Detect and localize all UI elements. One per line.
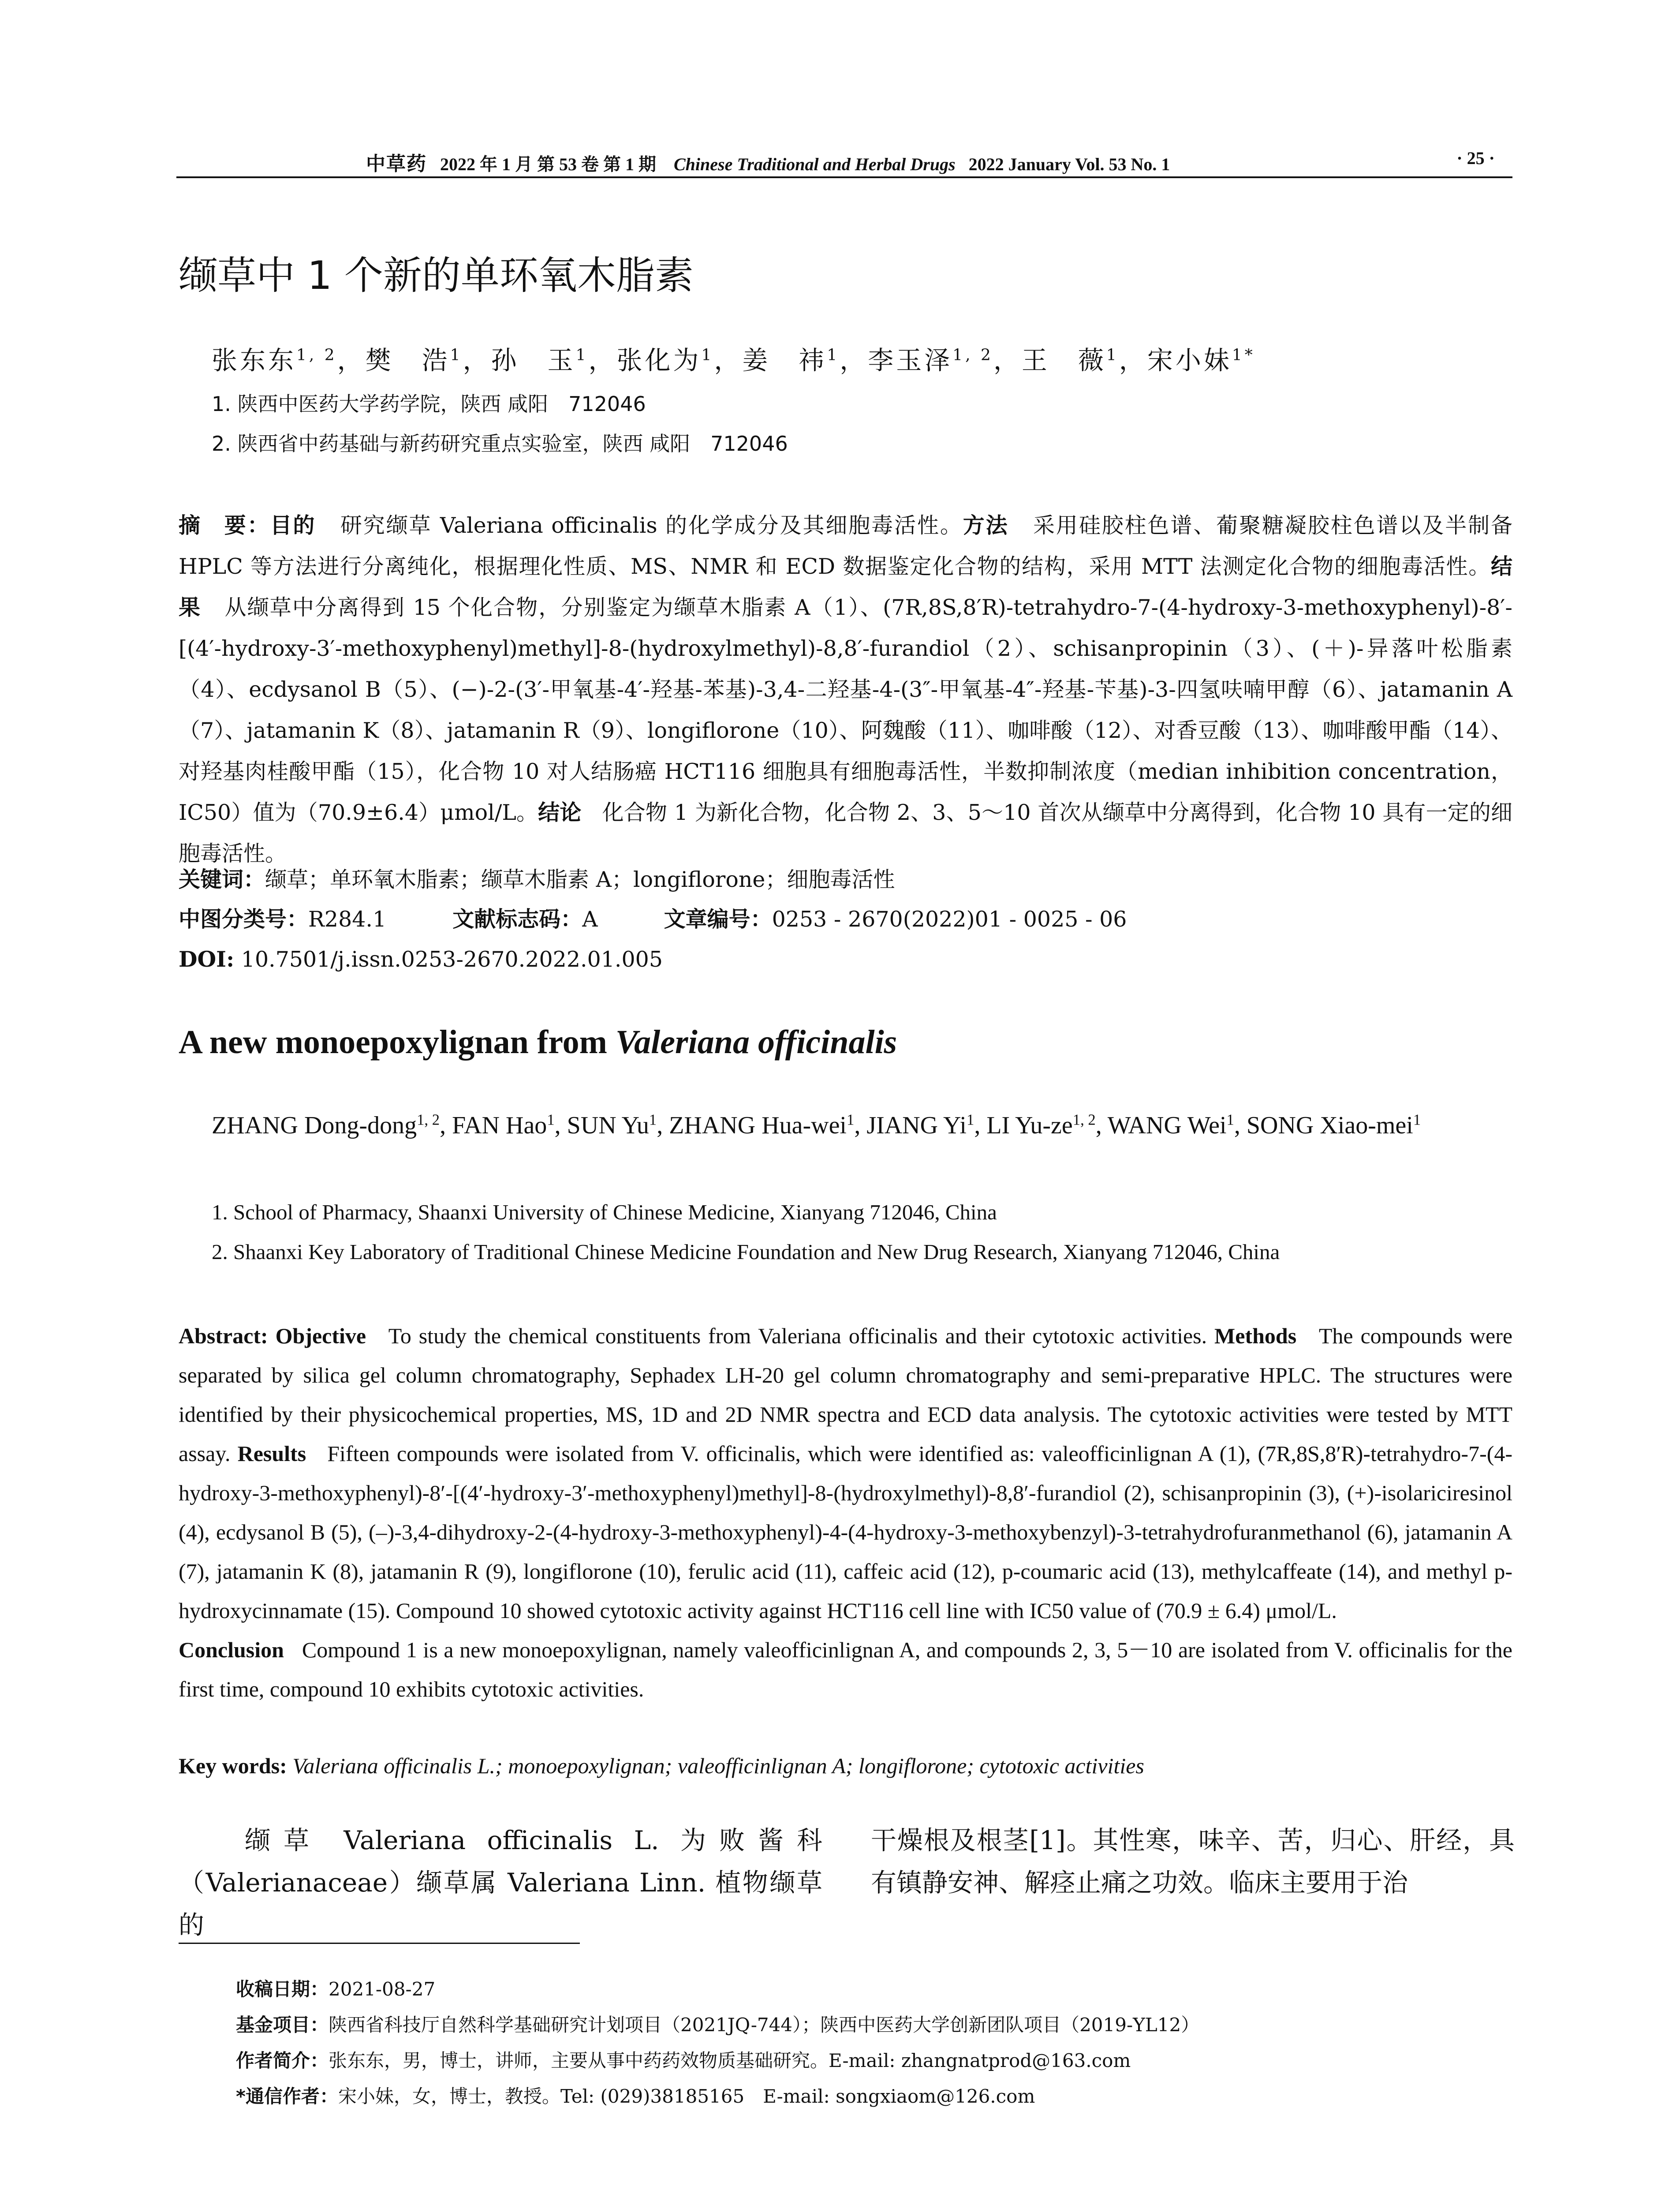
received-label: 收稿日期： [236, 1978, 329, 2000]
doi-line [179, 939, 1512, 979]
body-left-text: 缬草 Valeriana officinalis L. 为败酱科（Valerianaceae）缬草属 Valeriana Linn. 植物缬草的 [179, 1825, 822, 1940]
cn-author: 孙 玉 [491, 345, 576, 375]
body-column-right [871, 1819, 1515, 1904]
fund-label: 基金项目： [236, 2014, 329, 2036]
footnote-fund [236, 2007, 1515, 2043]
en-keywords-line [179, 1753, 1512, 1779]
cn-clc-label: 中图分类号： [179, 907, 309, 932]
cn-author: 李玉泽 [868, 345, 953, 375]
en-author-list: ZHANG Dong-dong$^{1, 2}$, FAN Hao$^1$, SUN Yu$^1$, ZHANG Hua-wei$^1$, JIANG Yi$^1$, LI Yu-ze$^{1, 2}$, WANG Wei$^1$, SONG Xiao-mei$^1$ [212, 1111, 1421, 1139]
cn-affiliation-2: 2. 陕西省中药基础与新药研究重点实验室，陕西 咸阳 712046 [212, 432, 788, 456]
cn-clc: R284.1 [308, 907, 387, 932]
journal-logo: 中草药 [366, 153, 427, 175]
cn-abstract-label: 摘 要： [179, 513, 270, 538]
cn-keywords-line [179, 860, 1512, 900]
footnote-corresponding [236, 2078, 1515, 2114]
en-author: ZHANG Dong-dong [212, 1112, 417, 1139]
en-abstract [179, 1316, 1512, 1709]
en-affiliation-1: 1. School of Pharmacy, Shaanxi University of Chinese Medicine, Xianyang 712046, China [212, 1200, 997, 1224]
cn-author-affiliation-mark: 1* [1232, 346, 1255, 364]
cn-affiliation-1: 1. 陕西中医药大学药学院，陕西 咸阳 712046 [212, 392, 646, 416]
en-keywords: Valeriana officinalis L.; monoepoxylignan; valeofficinlignan A; longiflorone; cytotoxic activities [292, 1753, 1144, 1778]
journal-name-en: Chinese Traditional and Herbal Drugs [674, 154, 956, 174]
issue-cn: 2022 年 1 月 第 53 卷 第 1 期 [440, 154, 656, 174]
en-author: SUN Yu [567, 1112, 649, 1139]
footnote-rule [179, 1943, 580, 1944]
fund-text: 陕西省科技厅自然科学基础研究计划项目（2021JQ-744）；陕西中医药大学创新团队项目（2019-YL12） [329, 2014, 1200, 2036]
en-author: WANG Wei [1107, 1112, 1227, 1139]
cn-results-label: 结果 [179, 554, 1512, 620]
en-keywords-label: Key words: [179, 1753, 287, 1778]
cn-keywords-label: 关键词： [179, 867, 265, 892]
cn-author-affiliation-mark: 1, 2 [296, 346, 337, 364]
cn-article-no: 0253 - 2670(2022)01 - 0025 - 06 [772, 907, 1127, 932]
footnote-received [236, 1971, 1515, 2007]
cn-objective: 研究缬草 Valeriana officinalis 的化学成分及其细胞毒活性。 [340, 513, 963, 538]
en-abstract-label: Abstract: [179, 1323, 268, 1348]
cn-author: 宋小妹 [1147, 345, 1232, 375]
en-affiliation-2: 2. Shaanxi Key Laboratory of Traditional Chinese Medicine Foundation and New Drug Research, Xianyang 712046, China [212, 1240, 1280, 1264]
cn-title: 缬草中 1 个新的单环氧木脂素 [179, 253, 694, 298]
cn-results: 从缬草中分离得到 15 个化合物，分别鉴定为缬草木脂素 A（1）、(7R,8S,8′R)-tetrahydro-7-(4-hydroxy-3-methoxyphenyl)-8′-[(4′-hydroxy-3′-methoxyphenyl)methyl]-8-(hydroxylmethyl)-8,8′-furandiol（2）、schisanpropinin（3）、(＋)-异落叶松脂素（4）、ecdysanol B（5）、(−)-2-(3′-甲氧基-4′-羟基-苯基)-3,4-二羟基-4-(3″-甲氧基-4″-羟基-苄基)-3-四氢呋喃甲醇（6）、jatamanin A（7）、jatamanin K（8）、jatamanin R（9）、longiflorone（10）、阿魏酸（11）、咖啡酸（12）、对香豆酸（13）、咖啡酸甲酯（14）、对羟基肉桂酸甲酯（15），化合物 10 对人结肠癌 HCT116 细胞具有细胞毒活性，半数抑制浓度（median inhibition concentration，IC50）值为（70.9±6.4）μmol/L。 [179, 595, 1512, 825]
cn-conclusion: 化合物 1 为新化合物，化合物 2、3、5～10 首次从缬草中分离得到，化合物 10 具有一定的细胞毒活性。 [179, 800, 1513, 866]
doi-label: DOI: [179, 946, 235, 972]
cn-author-affiliation-mark: 1 [450, 346, 463, 364]
doi-value[interactable]: 10.7501/j.issn.0253-2670.2022.01.005 [241, 947, 663, 972]
author-bio-label: 作者简介： [236, 2050, 329, 2071]
en-author-affiliation-mark: 1 [1226, 1111, 1234, 1129]
cn-article-no-label: 文章编号： [664, 907, 772, 932]
cn-author-affiliation-mark: 1 [575, 346, 589, 364]
corresponding-label: *通信作者： [236, 2085, 338, 2107]
header-journal-info [366, 148, 1170, 176]
cn-author: 张东东 [212, 345, 297, 375]
en-author-affiliation-mark: 1 [847, 1111, 855, 1129]
en-conclusion: Compound 1 is a new monoepoxylignan, namely valeofficinlignan A, and compounds 2, 3, 5－10 are isolated from V. officinalis for the first time, compound 10 exhibits cytotoxic activities. [179, 1637, 1513, 1701]
cn-author-list: 张东东$^{1, 2}$，樊 浩$^1$，孙 玉$^1$，张化为$^1$，姜 祎$^1$，李玉泽$^{1, 2}$，王 薇$^1$，宋小妹$^{1*}$ [212, 345, 1255, 375]
corresponding-info: 宋小妹，女，博士，教授。Tel: (029)38185165 E-mail: songxiaom@126.com [338, 2085, 1035, 2107]
cn-meta-block [179, 860, 1512, 979]
en-title-species: Valeriana officinalis [615, 1024, 897, 1061]
author-bio: 张东东，男，博士，讲师，主要从事中药药效物质基础研究。E-mail: zhangnatprod@163.com [329, 2050, 1131, 2071]
page-number: · 25 · [1456, 148, 1495, 168]
en-objective-label: Objective [275, 1323, 366, 1348]
en-author: FAN Hao [452, 1112, 547, 1139]
en-results-label: Results [237, 1441, 306, 1466]
en-methods-label: Methods [1214, 1323, 1297, 1348]
en-author-affiliation-mark: 1 [547, 1111, 555, 1129]
header-rule [176, 176, 1512, 178]
received-date: 2021-08-27 [329, 1978, 436, 2000]
cn-author: 姜 祎 [742, 345, 827, 375]
footnotes [236, 1971, 1515, 2114]
cn-keywords: 缬草；单环氧木脂素；缬草木脂素 A；longiflorone；细胞毒活性 [265, 867, 895, 892]
cn-doc-code-label: 文献标志码： [452, 907, 582, 932]
en-author-affiliation-mark: 1, 2 [1072, 1111, 1096, 1129]
cn-conclusion-label: 结论 [538, 800, 582, 825]
cn-classification-line [179, 900, 1512, 939]
cn-abstract [179, 505, 1512, 874]
en-author-affiliation-mark: 1 [1413, 1111, 1421, 1129]
cn-author-affiliation-mark: 1 [701, 346, 714, 364]
cn-author-affiliation-mark: 1 [827, 346, 840, 364]
cn-doc-code: A [582, 907, 598, 932]
cn-author-affiliation-mark: 1 [1106, 346, 1119, 364]
en-results: Fifteen compounds were isolated from V. officinalis, which were identified as: valeofficinlignan A (1), (7R,8S,8′R)-tetrahydro-7-(4-hydroxy-3-methoxyphenyl)-8′-[(4′-hydroxy-3′-methoxyphenyl)methyl]-8-(hydroxylmethyl)-8,8′-furandiol (2), schisanpropinin (3), (+)-isolariciresinol (4), ecdysanol B (5), (–)-3,4-dihydroxy-2-(4-hydroxy-3-methoxyphenyl)-4-(4-hydroxy-3-methoxybenzyl)-3-tetrahydrofuranmethanol (6), jatamanin A (7), jatamanin K (8), jatamanin R (9), longiflorone (10), ferulic acid (11), caffeic acid (12), p-coumaric acid (13), methylcaffeate (14), and methyl p-hydroxycinnamate (15). Compound 10 showed cytotoxic activity against HCT116 cell line with IC50 value of (70.9 ± 6.4) μmol/L. [179, 1441, 1513, 1623]
cn-methods: 采用硅胶柱色谱、葡聚糖凝胶柱色谱以及半制备 HPLC 等方法进行分离纯化，根据理化性质、MS、NMR 和 ECD 数据鉴定化合物的结构，采用 MTT 法测定化合物的细胞毒活性。 [179, 513, 1513, 579]
cn-author: 樊 浩 [365, 345, 450, 375]
en-conclusion-label: Conclusion [179, 1637, 284, 1662]
en-methods: The compounds were separated by silica gel column chromatography, Sephadex LH-20 gel column chromatography and semi-preparative HPLC. The structures were identified by their physicochemical properties, MS, 1D and 2D NMR spectra and ECD data analysis. The cytotoxic activities were tested by MTT assay. [179, 1323, 1513, 1466]
en-author-affiliation-mark: 1 [966, 1111, 974, 1129]
footnote-author [236, 2043, 1515, 2078]
en-author: SONG Xiao-mei [1246, 1112, 1413, 1139]
en-author-affiliation-mark: 1 [649, 1111, 657, 1129]
cn-objective-label: 目的 [270, 513, 316, 538]
body-right-text: 干燥根及根茎[1]。其性寒，味辛、苦，归心、肝经，具有镇静安神、解痉止痛之功效。临床主要用于治 [871, 1825, 1515, 1898]
cn-author: 张化为 [616, 345, 702, 375]
en-author: JIANG Yi [866, 1112, 967, 1139]
en-title [179, 1023, 897, 1061]
issue-en: 2022 January Vol. 53 No. 1 [968, 154, 1170, 174]
en-title-text: A new monoepoxylignan from [179, 1024, 616, 1061]
en-author-affiliation-mark: 1, 2 [417, 1111, 440, 1129]
en-author: ZHANG Hua-wei [669, 1112, 847, 1139]
cn-methods-label: 方法 [963, 513, 1009, 538]
body-column-left [179, 1819, 822, 1946]
en-objective: To study the chemical constituents from Valeriana officinalis and their cytotoxic activities. [388, 1323, 1207, 1348]
en-author: LI Yu-ze [986, 1112, 1073, 1139]
cn-author: 王 薇 [1021, 345, 1106, 375]
cn-author-affiliation-mark: 1, 2 [952, 346, 993, 364]
